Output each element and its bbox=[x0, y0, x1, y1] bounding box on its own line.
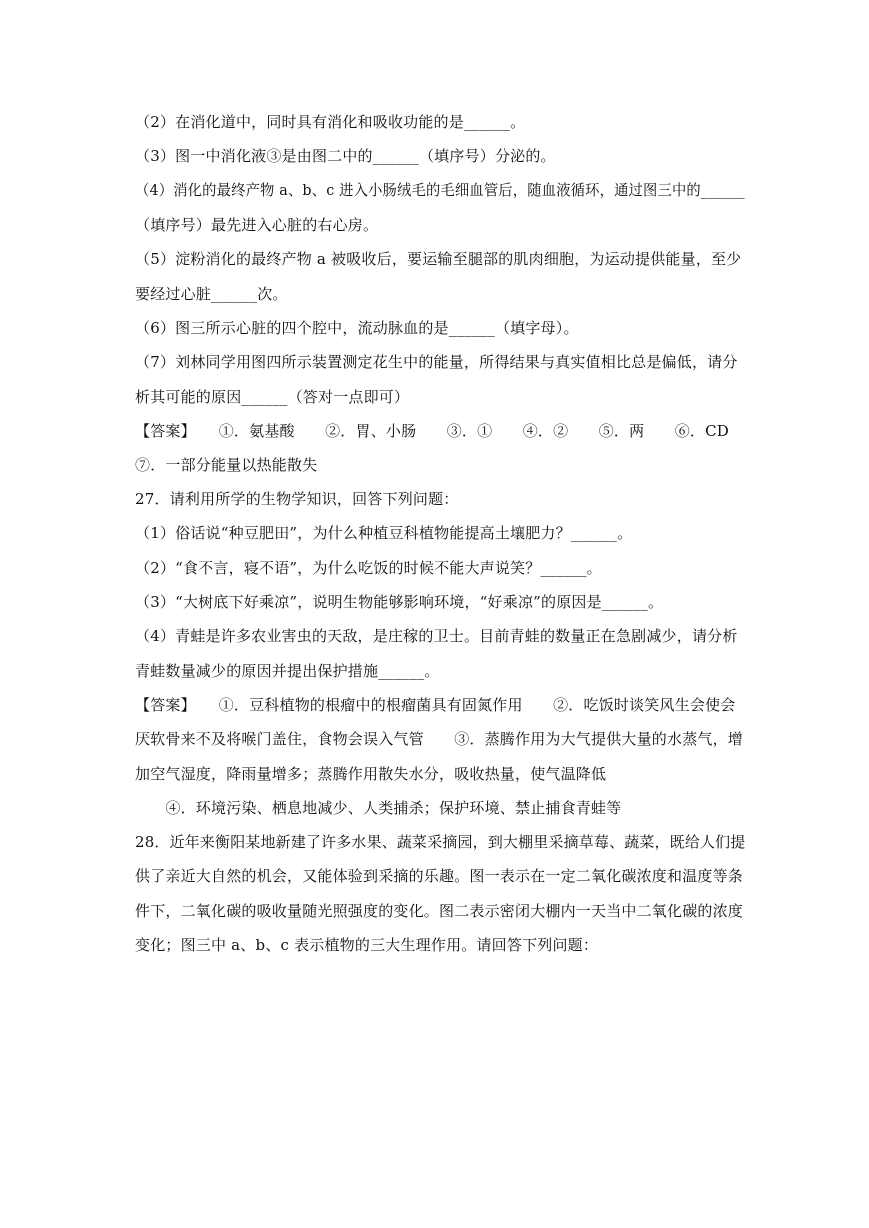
q27-answer-line4: ④．环境污染、栖息地减少、人类捕杀；保护环境、禁止捕食青蛙等 bbox=[135, 799, 622, 817]
q27-part4-line2: 青蛙数量减少的原因并提出保护措施______。 bbox=[135, 662, 440, 680]
q28-stem-line2: 供了亲近大自然的机会，又能体验到采摘的乐趣。图一表示在一定二氧化碳浓度和温度等条 bbox=[135, 867, 744, 885]
q27-part1: （1）俗话说“种豆肥田”，为什么种植豆科植物能提高土壤肥力？______。 bbox=[135, 524, 633, 542]
q27-answer-line1: 【答案】 ①．豆科植物的根瘤中的根瘤菌具有固氮作用 ②．吃饭时谈笑风生会使会 bbox=[135, 696, 736, 714]
q27-part3: （3）“大树底下好乘凉”，说明生物能够影响环境，“好乘凉”的原因是______。 bbox=[135, 593, 664, 611]
q27-part4-line1: （4）青蛙是许多农业害虫的天敌，是庄稼的卫士。目前青蛙的数量正在急剧减少，请分析 bbox=[135, 627, 738, 645]
q26-part6: （6）图三所示心脏的四个腔中，流动脉血的是______（填字母）。 bbox=[135, 319, 579, 337]
q26-part4-line1: （4）消化的最终产物 a、b、c 进入小肠绒毛的毛细血管后，随血液循环，通过图三中的______ bbox=[135, 181, 745, 199]
q26-part7-line1: （7）刘林同学用图四所示装置测定花生中的能量，所得结果与真实值相比总是偏低，请分 bbox=[135, 353, 738, 371]
q26-part4-line2: （填序号）最先进入心脏的右心房。 bbox=[135, 216, 379, 234]
q27-answer-line3: 加空气湿度，降雨量增多；蒸腾作用散失水分，吸收热量，使气温降低 bbox=[135, 765, 607, 783]
q28-stem-line1: 28．近年来衡阳某地新建了许多水果、蔬菜采摘园，到大棚里采摘草莓、蔬菜，既给人们提 bbox=[135, 833, 746, 851]
q28-stem-line3: 件下，二氧化碳的吸收量随光照强度的变化。图二表示密闭大棚内一天当中二氧化碳的浓度 bbox=[135, 902, 744, 920]
q26-part5-line2: 要经过心脏______次。 bbox=[135, 285, 288, 303]
q26-part2: （2）在消化道中，同时具有消化和吸收功能的是______。 bbox=[135, 113, 526, 131]
q27-answer-line2: 厌软骨来不及将喉门盖住，食物会误入气管 ③．蒸腾作用为大气提供大量的水蒸气，增 bbox=[135, 730, 744, 748]
q26-answer-line2: ⑦．一部分能量以热能散失 bbox=[135, 456, 318, 474]
q27-part2: （2）“食不言，寝不语”，为什么吃饭的时候不能大声说笑？______。 bbox=[135, 559, 602, 577]
q27-stem: 27．请利用所学的生物学知识，回答下列问题： bbox=[135, 490, 459, 508]
q28-stem-line4: 变化；图三中 a、b、c 表示植物的三大生理作用。请回答下列问题： bbox=[135, 936, 599, 954]
q26-answer-line1: 【答案】 ①．氨基酸 ②．胃、小肠 ③．① ④．② ⑤．两 ⑥．CD bbox=[135, 422, 730, 440]
q26-part3: （3）图一中消化液③是由图二中的______（填序号）分泌的。 bbox=[135, 147, 556, 165]
q26-part7-line2: 析其可能的原因______（答对一点即可） bbox=[135, 388, 410, 406]
q26-part5-line1: （5）淀粉消化的最终产物 a 被吸收后，要运输至腿部的肌肉细胞，为运动提供能量，至少 bbox=[135, 250, 742, 268]
